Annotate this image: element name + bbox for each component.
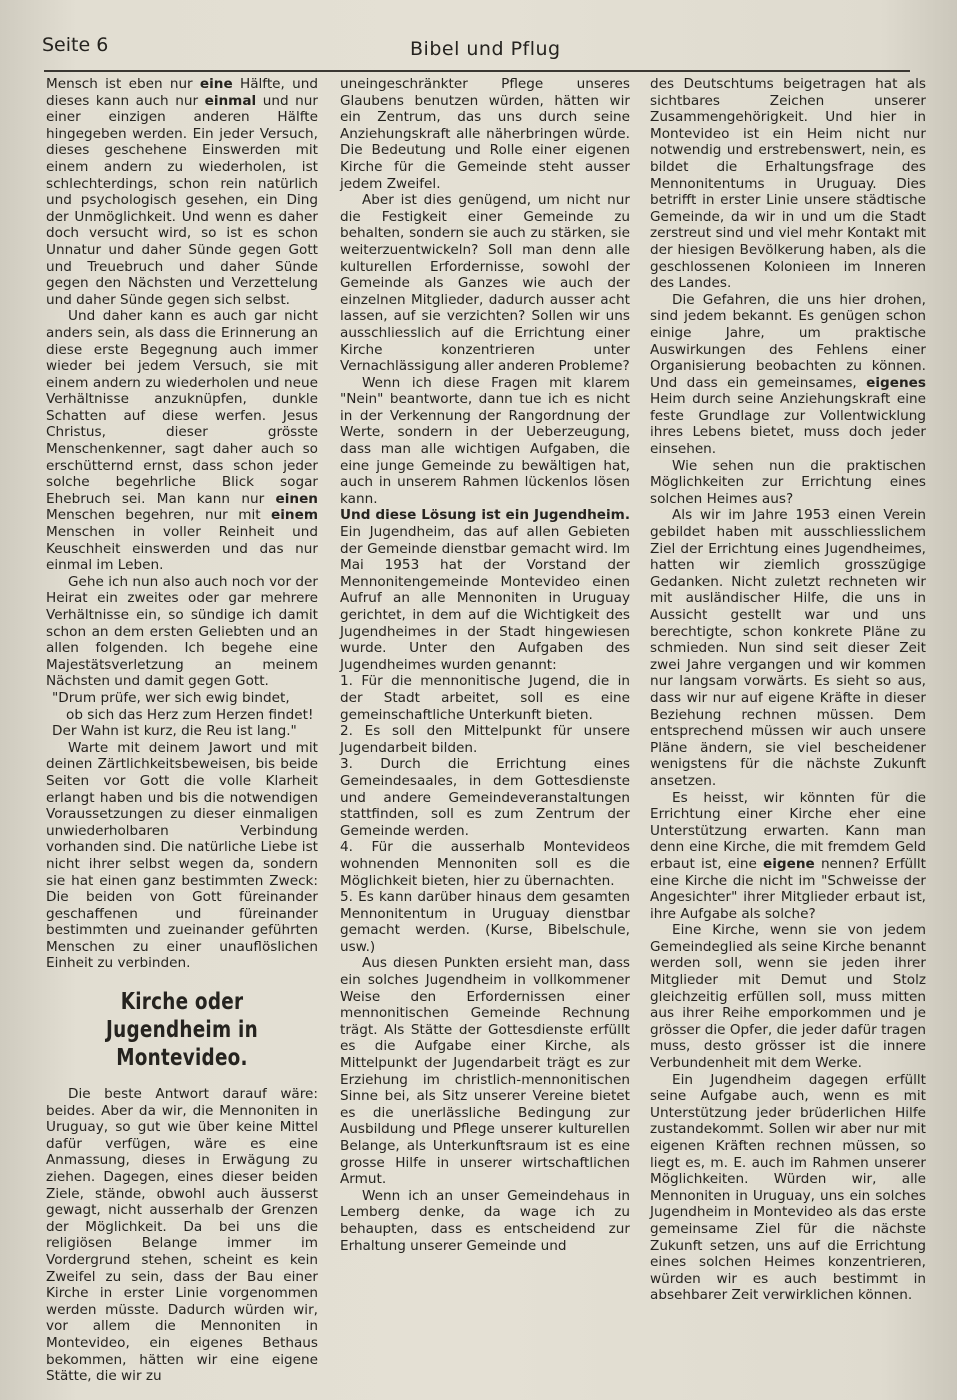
poem-line: "Drum prüfe, wer sich ewig bindet, [52,689,290,706]
paragraph: Gehe ich nun also auch noch vor der Heirat ein zweites oder gar mehrere Verhältnisse ein, so sündige ich damit schon an dem ersten Geliebten und an allen folgenden. Ich begehe eine Majestätsverletzung an meinem Nächsten und damit gegen Gott. [46,573,318,690]
paragraph: des Deutschtums beigetragen hat als sichtbares Zeichen unserer Zusammengehörigkeit. Und hier in Montevideo ist ein Heim nicht nur notwendig und erstrebenswert, nein, es bildet die Erhaltungsfrage des Mennonitentums in Uruguay. Dies betrifft in erster Linie unsere städtische Gemeinde, da wir in und um die Stadt zerstreut sind und viel mehr Kontakt mit der hiesigen Bevölkerung haben, als die geschlossenen Kolonieen im Inneren des Landes. [650,76,926,292]
column-3 [650,76,926,1304]
paragraph: Und daher kann es auch gar nicht anders sein, als dass die Erinnerung an diese erste Begegnung auch immer wieder bei jedem Versuch, sie mit einem andern zu wiederholen und neue Verhältnisse anzuknüpfen, dunkle Schatten auf diese werfen. Jesus Christus, dieser grösste Menschenkenner, sagt daher auch so erschütternd ernst, dass schon jeder solche begehrliche Blick sogar Ehebruch sei. Man kann nur einen Menschen begehren, nur mit einem Menschen in voller Reinheit und Keuschheit einswerden und das nur einmal im Leben. [46,308,318,574]
paragraph: Die beste Antwort darauf wäre: beides. Aber da wir, die Mennoniten in Uruguay, so gut wie über keine Mittel dafür verfügen, wäre es eine Anmassung, dieses in Erwägung zu ziehen. Dagegen, eines dieser beiden Ziele, stände, obwohl auch äusserst gewagt, nicht ausserhalb der Grenzen der Möglichkeit. Da bei uns die religiösen Belange immer im Vordergrund stehen, scheint es kein Zweifel zu sein, dass der Bau einer Kirche in erster Linie vorgenommen werden müsste. Dadurch würden wir, vor allem die Mennoniten in Montevideo, ein eigenes Bethaus bekommen, hätten wir eine eigene Stätte, die wir zu [46,1086,318,1385]
paragraph: Wenn ich diese Fragen mit klarem "Nein" beantworte, dann tue ich es nicht in der Verkennung der Rangordnung der Werte, sondern in der Ueberzeugung, dass man alle wichtigen Aufgaben, die eine junge Gemeinde zu bewältigen hat, auch in unserem Rahmen lückenlos lösen kann. [340,374,630,507]
paragraph: Und diese Lösung ist ein Jugendheim. Ein Jugendheim, das auf allen Gebieten der Gemeinde dienstbar gemacht wird. Im Mai 1953 hat der Vorstand der Mennonitengemeinde Montevideo einen Aufruf an alle Mennoniten in Uruguay gerichtet, in dem auf die Wichtigkeit des Jugendheimes in der Stadt hingewiesen wurde. Unter den Aufgaben des Jugendheimes wurden genannt: [340,507,630,673]
list-item: 4. Für die ausserhalb Montevideos wohnenden Mennoniten soll es die Möglichkeit bieten, hier zu übernachten. [340,839,630,889]
page-number: Seite 6 [42,34,109,56]
column-2 [340,76,630,1254]
paragraph: Warte mit deinem Jawort und mit deinen Zärtlichkeitsbeweisen, bis beide Seiten vor Gott die volle Klarheit erlangt haben und bis die notwendigen Voraussetzungen zu dieser einmaligen unwiederholbaren Verbindung vorhanden sind. Die natürliche Liebe ist nicht ihrer selbst wegen da, sondern sie hat einen ganz bestimmten Zweck: Die beiden von Gott füreinander geschaffenen und füreinander bestimmten und zueinander geführten Menschen zu einer unauflöslichen Einheit zu verbinden. [46,739,318,972]
poem-line: Der Wahn ist kurz, die Reu ist lang." [52,723,297,740]
paragraph: Wenn ich an unser Gemeindehaus in Lemberg denke, da wage ich zu behaupten, dass es entscheidend zur Erhaltung unserer Gemeinde und [340,1187,630,1254]
running-title: Bibel und Pflug [410,38,561,60]
paragraph: Es heisst, wir könnten für die Errichtung einer Kirche eher eine Unterstützung erwarten. Kann man denn eine Kirche, die mit fremdem Geld erbaut ist, eine eigene nennen? Erfüllt eine Kirche die nicht im "Schweisse der Angesichter" ihrer Mitglieder erbaut ist, ihre Aufgabe als solche? [650,789,926,922]
paragraph: Als wir im Jahre 1953 einen Verein gebildet haben mit ausschliesslichem Ziel der Errichtung eines Jugendheimes, hatten wir ziemlich grosszügige Gedanken. Nicht zuletzt rechneten wir mit ausländischer Hilfe, die uns in Aussicht gestellt war und uns berechtigte, schon konkrete Pläne zu schmieden. Nun sind seit dieser Zeit zwei Jahre vergangen und wir kommen nur langsam vorwärts. Es sieht so aus, dass wir nur auf eigene Kräfte in dieser Beziehung rechnen müssen. Dem entsprechend müssen wir auch unsere Pläne ändern, sie viel bescheidener wenigstens für die nächste Zukunft ansetzen. [650,507,926,789]
paragraph: Aber ist dies genügend, um nicht nur die Festigkeit einer Gemeinde zu behalten, sondern sie auch zu stärken, sie weiterzuentwickeln? Soll man denn alle kulturellen Erfordernisse, sowohl der Gemeinde als Ganzes wie auch der einzelnen Mitglieder, dadurch ausser acht lassen, auf sie verzichten? Sollen wir uns ausschliesslich auf die Errichtung einer Kirche konzentrieren unter Vernachlässigung aller anderen Probleme? [340,192,630,375]
heading-line: Kirche oder Jugendheim in [106,989,258,1044]
paragraph: Mensch ist eben nur eine Hälfte, und dieses kann auch nur einmal und nur einer einzigen anderen Hälfte hingegeben werden. Ein jeder Versuch, dieses geschehene Einswerden mit einem andern zu wiederholen, ist schlechterdings, schon rein natürlich und psychologisch gesehen, ein Ding der Unmöglichkeit. Und wenn es daher doch versucht wird, so ist es schon Unnatur und daher Sünde gegen Gott und Treuebruch und daher Sünde gegen den Nächsten und Verzettelung und daher Sünde gegen sich selbst. [46,76,318,308]
paragraph: Aus diesen Punkten ersieht man, dass ein solches Jugendheim in vollkommener Weise den Erfordernissen einer mennonitischen Gemeinde Rechnung trägt. Als Stätte der Gottesdienste erfüllt es die Aufgabe einer Kirche, als Mittelpunkt der Jugendarbeit trägt es zur Erziehung im christlich-mennonitischen Sinne bei, als Sitz unserer Vereine bietet es die unerlässliche Bedingung zur Ausbildung und Pflege unserer kulturellen Belange, als Unterkunftsraum ist es eine grosse Hilfe in unserer wirtschaftlichen Armut. [340,955,630,1188]
paragraph: uneingeschränkter Pflege unseres Glaubens benutzen würden, hätten wir ein Zentrum, das uns durch seine Anziehungskraft alle näherbringen würde. Die Bedeutung und Rolle einer eigenen Kirche für die Gemeinde steht ausser jedem Zweifel. [340,76,630,192]
column-1 [46,76,318,1385]
list-item: 2. Es soll den Mittelpunkt für unsere Jugendarbeit bilden. [340,723,630,756]
paragraph: Ein Jugendheim dagegen erfüllt seine Aufgabe auch, wenn es mit Unterstützung jeder brüderlichen Hilfe zustandekommt. Sollen wir aber nur mit eigenen Kräften rechnen müssen, so liegt es, m. E. auch im Rahmen unserer Möglichkeiten. Würden wir, alle Mennoniten in Uruguay, uns ein solches Jugendheim in Montevideo als das erste gemeinsame Ziel für die nächste Zukunft setzen, uns auf die Errichtung eines solchen Heimes konzentrieren, würden wir es auch bestimmt in absehbarer Zeit verwirklichen können. [650,1071,926,1304]
heading-line: Montevideo. [116,1045,248,1072]
article-heading [73,988,291,1072]
paragraph: Die Gefahren, die uns hier drohen, sind jedem bekannt. Es genügen schon einige Jahre, um praktische Auswirkungen des Fehlens einer Organisierung beobachten zu können. Und dass ein gemeinsames, eigenes Heim durch seine Anziehungskraft eine feste Grundlage zur Vollentwicklung ihres Lebens bietet, muss doch jeder einsehen. [650,291,926,458]
page-header [42,34,912,66]
list-item: 5. Es kann darüber hinaus dem gesamten Mennonitentum in Uruguay dienstbar gemacht werden. (Kurse, Bibelschule, usw.) [340,889,630,955]
poem-line: ob sich das Herz zum Herzen findet! [66,706,314,723]
paragraph: Eine Kirche, wenn sie von jedem Gemeindeglied als seine Kirche benannt werden soll, wenn sie jeden ihrer Mitglieder mit Demut und Stolz gleichzeitig erfüllen soll, muss mitten aus ihrer Reihe emporkommen und je grösser die Opfer, die jeder dafür tragen muss, desto grösser ist die innere Verbundenheit mit dem Werke. [650,922,926,1072]
header-rule [44,70,910,72]
list-item: 3. Durch die Errichtung eines Gemeindesaales, in dem Gottesdienste und andere Gemeindeveranstaltungen stattfinden, soll es zum Zentrum der Gemeinde werden. [340,756,630,839]
paragraph: Wie sehen nun die praktischen Möglichkeiten zur Errichtung eines solchen Heimes aus? [650,457,926,507]
list-item: 1. Für die mennonitische Jugend, die in der Stadt arbeitet, soll es eine gemeinschaftliche Unterkunft bieten. [340,673,630,723]
